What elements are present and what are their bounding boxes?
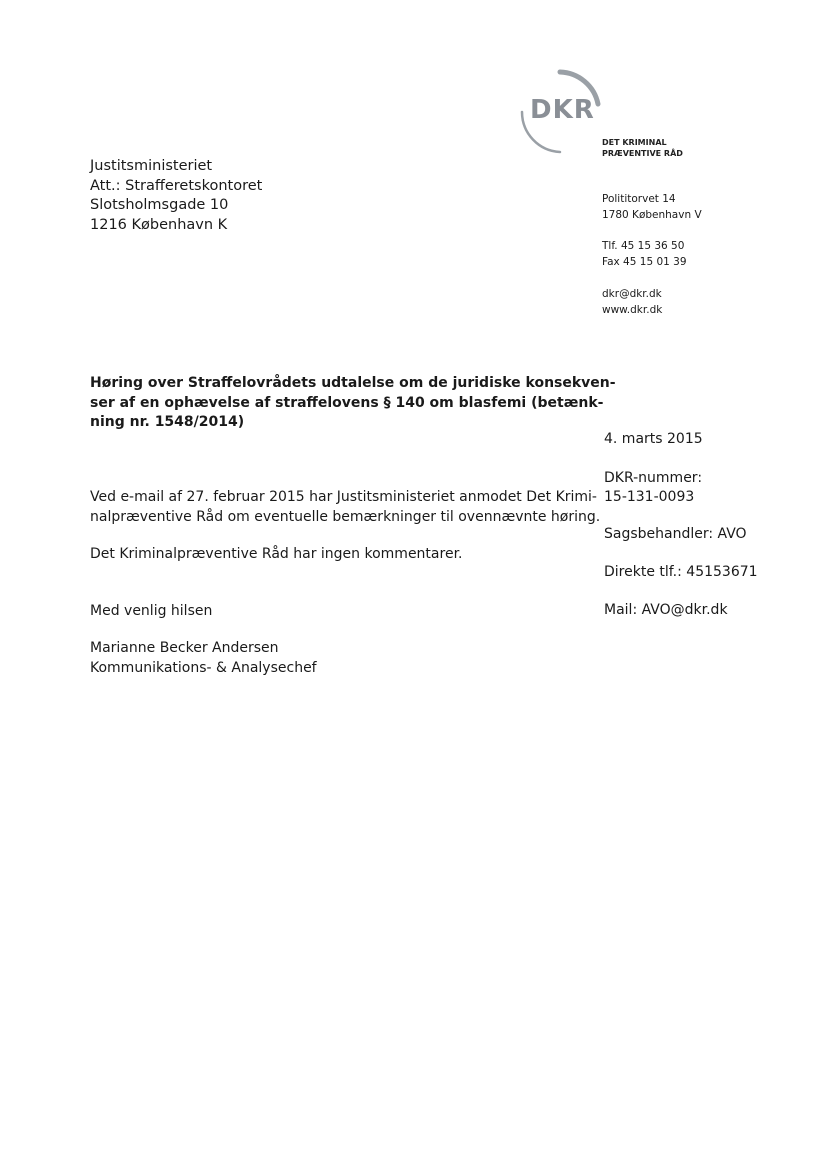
org-name-line: PRÆVENTIVE RÅD — [602, 149, 683, 158]
body-paragraph — [90, 488, 600, 527]
sender-phone: Tlf. 45 15 36 50 — [602, 240, 685, 252]
signer-name: Marianne Becker Andersen — [90, 640, 279, 656]
case-number-value: 15-131-0093 — [604, 489, 695, 505]
recipient-line: Att.: Strafferetskontoret — [90, 177, 263, 194]
handler-mail: Mail: AVO@dkr.dk — [604, 602, 728, 618]
body-line: Det Kriminalpræventive Råd har ingen kommentarer. — [90, 546, 463, 562]
sender-street: Polititorvet 14 — [602, 193, 676, 205]
signature-block — [90, 639, 317, 678]
organization-name — [602, 137, 683, 159]
letter-subject — [90, 374, 616, 433]
sender-fax: Fax 45 15 01 39 — [602, 256, 687, 268]
recipient-line: Slotsholmsgade 10 — [90, 197, 229, 213]
subject-line: ser af en ophævelse af straffelovens § 140 om blasfemi (betænk- — [90, 394, 604, 411]
sender-phone-block — [602, 238, 687, 270]
sender-website: www.dkr.dk — [602, 304, 663, 316]
body-line: nalpræventive Råd om eventuelle bemærkninger til ovennævnte høring. — [90, 508, 601, 525]
sender-address — [602, 191, 702, 223]
case-number-label: DKR-nummer: — [604, 470, 703, 486]
recipient-line: Justitsministeriet — [90, 158, 213, 174]
subject-line: ning nr. 1548/2014) — [90, 414, 245, 430]
case-number-block — [604, 469, 702, 507]
recipient-line: 1216 København K — [90, 216, 228, 233]
body-line: Ved e-mail af 27. februar 2015 har Justitsministeriet anmodet Det Krimi- — [90, 489, 597, 505]
org-name-line: DET KRIMINAL — [602, 138, 667, 147]
direct-phone: Direkte tlf.: 45153671 — [604, 564, 758, 580]
closing-greeting: Med venlig hilsen — [90, 603, 213, 619]
letter-date: 4. marts 2015 — [604, 431, 703, 447]
sender-email: dkr@dkr.dk — [602, 288, 662, 300]
dkr-logo-text: DKR — [530, 95, 595, 125]
case-handler: Sagsbehandler: AVO — [604, 526, 747, 542]
sender-postal: 1780 København V — [602, 209, 702, 221]
recipient-address — [90, 157, 262, 235]
body-paragraph — [90, 545, 462, 565]
subject-line: Høring over Straffelovrådets udtalelse om de juridiske konsekven- — [90, 375, 616, 391]
sender-web-block — [602, 286, 662, 318]
signer-title: Kommunikations- & Analysechef — [90, 659, 317, 676]
